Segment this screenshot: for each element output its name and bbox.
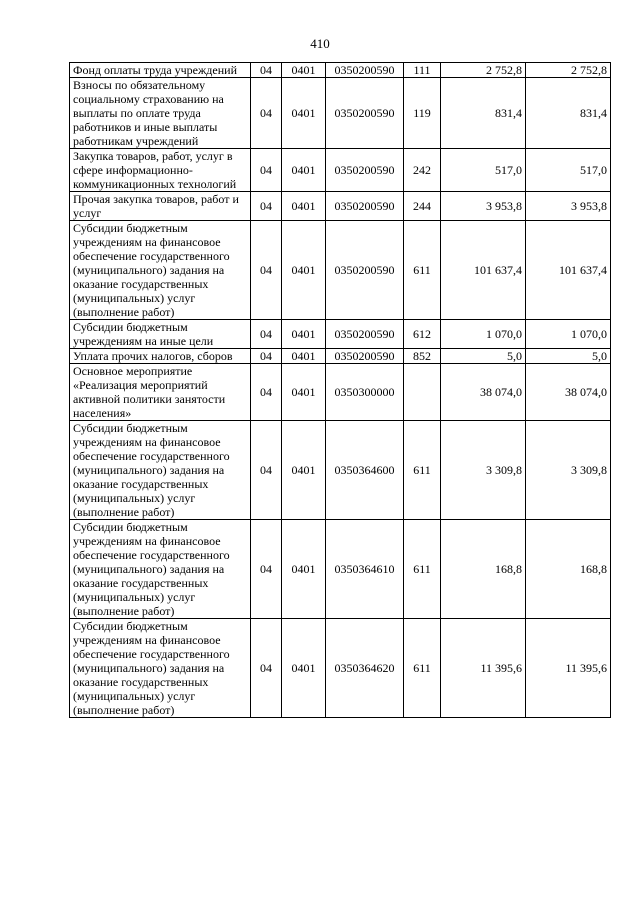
- cell-subsection: 0401: [282, 421, 326, 520]
- cell-name: Субсидии бюджетным учреждениям на финансовое обеспечение государственного (муниципального) задания на оказание государственных (муниципальных) услуг (выполнение работ): [70, 221, 251, 320]
- cell-name: Фонд оплаты труда учреждений: [70, 63, 251, 78]
- cell-target-article: 0350300000: [326, 364, 404, 421]
- cell-amount-1: 168,8: [441, 520, 526, 619]
- cell-amount-2: 1 070,0: [526, 320, 611, 349]
- cell-expense-type: 612: [404, 320, 441, 349]
- table-row: [70, 520, 611, 619]
- cell-section: 04: [251, 78, 282, 149]
- cell-amount-1: 517,0: [441, 149, 526, 192]
- cell-amount-1: 3 953,8: [441, 192, 526, 221]
- cell-expense-type: 111: [404, 63, 441, 78]
- table-row: [70, 78, 611, 149]
- cell-section: 04: [251, 63, 282, 78]
- cell-target-article: 0350200590: [326, 349, 404, 364]
- cell-amount-1: 831,4: [441, 78, 526, 149]
- table-row: [70, 349, 611, 364]
- cell-subsection: 0401: [282, 520, 326, 619]
- cell-amount-2: 5,0: [526, 349, 611, 364]
- cell-expense-type: 244: [404, 192, 441, 221]
- cell-name: Субсидии бюджетным учреждениям на финансовое обеспечение государственного (муниципального) задания на оказание государственных (муниципальных) услуг (выполнение работ): [70, 619, 251, 718]
- page-number: 410: [310, 36, 330, 51]
- table-row: [70, 192, 611, 221]
- table-row: [70, 619, 611, 718]
- table-row: [70, 364, 611, 421]
- cell-expense-type: 611: [404, 221, 441, 320]
- budget-table: [69, 62, 611, 718]
- cell-subsection: 0401: [282, 364, 326, 421]
- cell-amount-1: 38 074,0: [441, 364, 526, 421]
- cell-name: Субсидии бюджетным учреждениям на иные цели: [70, 320, 251, 349]
- cell-target-article: 0350200590: [326, 149, 404, 192]
- cell-amount-1: 2 752,8: [441, 63, 526, 78]
- cell-subsection: 0401: [282, 149, 326, 192]
- cell-expense-type: [404, 364, 441, 421]
- cell-section: 04: [251, 520, 282, 619]
- cell-amount-1: 1 070,0: [441, 320, 526, 349]
- cell-subsection: 0401: [282, 221, 326, 320]
- cell-amount-2: 517,0: [526, 149, 611, 192]
- cell-name: Субсидии бюджетным учреждениям на финансовое обеспечение государственного (муниципального) задания на оказание государственных (муниципальных) услуг (выполнение работ): [70, 520, 251, 619]
- cell-name: Закупка товаров, работ, услуг в сфере информационно-коммуникационных технологий: [70, 149, 251, 192]
- cell-target-article: 0350200590: [326, 320, 404, 349]
- cell-target-article: 0350200590: [326, 63, 404, 78]
- cell-amount-2: 3 309,8: [526, 421, 611, 520]
- cell-name: Прочая закупка товаров, работ и услуг: [70, 192, 251, 221]
- cell-amount-1: 5,0: [441, 349, 526, 364]
- cell-target-article: 0350200590: [326, 192, 404, 221]
- table-row: [70, 63, 611, 78]
- cell-subsection: 0401: [282, 63, 326, 78]
- cell-name: Субсидии бюджетным учреждениям на финансовое обеспечение государственного (муниципального) задания на оказание государственных (муниципальных) услуг (выполнение работ): [70, 421, 251, 520]
- cell-section: 04: [251, 192, 282, 221]
- cell-name: Основное мероприятие «Реализация мероприятий активной политики занятости населения»: [70, 364, 251, 421]
- cell-amount-2: 168,8: [526, 520, 611, 619]
- budget-table-body: [70, 63, 611, 718]
- cell-subsection: 0401: [282, 619, 326, 718]
- table-row: [70, 149, 611, 192]
- cell-expense-type: 611: [404, 619, 441, 718]
- cell-amount-2: 101 637,4: [526, 221, 611, 320]
- cell-section: 04: [251, 221, 282, 320]
- cell-target-article: 0350200590: [326, 221, 404, 320]
- cell-amount-2: 11 395,6: [526, 619, 611, 718]
- cell-expense-type: 611: [404, 421, 441, 520]
- cell-expense-type: 119: [404, 78, 441, 149]
- table-row: [70, 421, 611, 520]
- table-row: [70, 221, 611, 320]
- cell-amount-1: 11 395,6: [441, 619, 526, 718]
- cell-subsection: 0401: [282, 349, 326, 364]
- cell-name: Взносы по обязательному социальному страхованию на выплаты по оплате труда работников и иные выплаты работникам учреждений: [70, 78, 251, 149]
- cell-subsection: 0401: [282, 192, 326, 221]
- cell-name: Уплата прочих налогов, сборов: [70, 349, 251, 364]
- cell-subsection: 0401: [282, 78, 326, 149]
- cell-target-article: 0350364620: [326, 619, 404, 718]
- cell-expense-type: 852: [404, 349, 441, 364]
- cell-expense-type: 242: [404, 149, 441, 192]
- cell-amount-1: 101 637,4: [441, 221, 526, 320]
- cell-section: 04: [251, 421, 282, 520]
- cell-amount-1: 3 309,8: [441, 421, 526, 520]
- cell-expense-type: 611: [404, 520, 441, 619]
- cell-amount-2: 38 074,0: [526, 364, 611, 421]
- cell-section: 04: [251, 349, 282, 364]
- cell-target-article: 0350364610: [326, 520, 404, 619]
- cell-amount-2: 2 752,8: [526, 63, 611, 78]
- cell-amount-2: 831,4: [526, 78, 611, 149]
- cell-target-article: 0350364600: [326, 421, 404, 520]
- cell-section: 04: [251, 619, 282, 718]
- cell-section: 04: [251, 149, 282, 192]
- table-row: [70, 320, 611, 349]
- cell-subsection: 0401: [282, 320, 326, 349]
- cell-amount-2: 3 953,8: [526, 192, 611, 221]
- cell-target-article: 0350200590: [326, 78, 404, 149]
- cell-section: 04: [251, 320, 282, 349]
- cell-section: 04: [251, 364, 282, 421]
